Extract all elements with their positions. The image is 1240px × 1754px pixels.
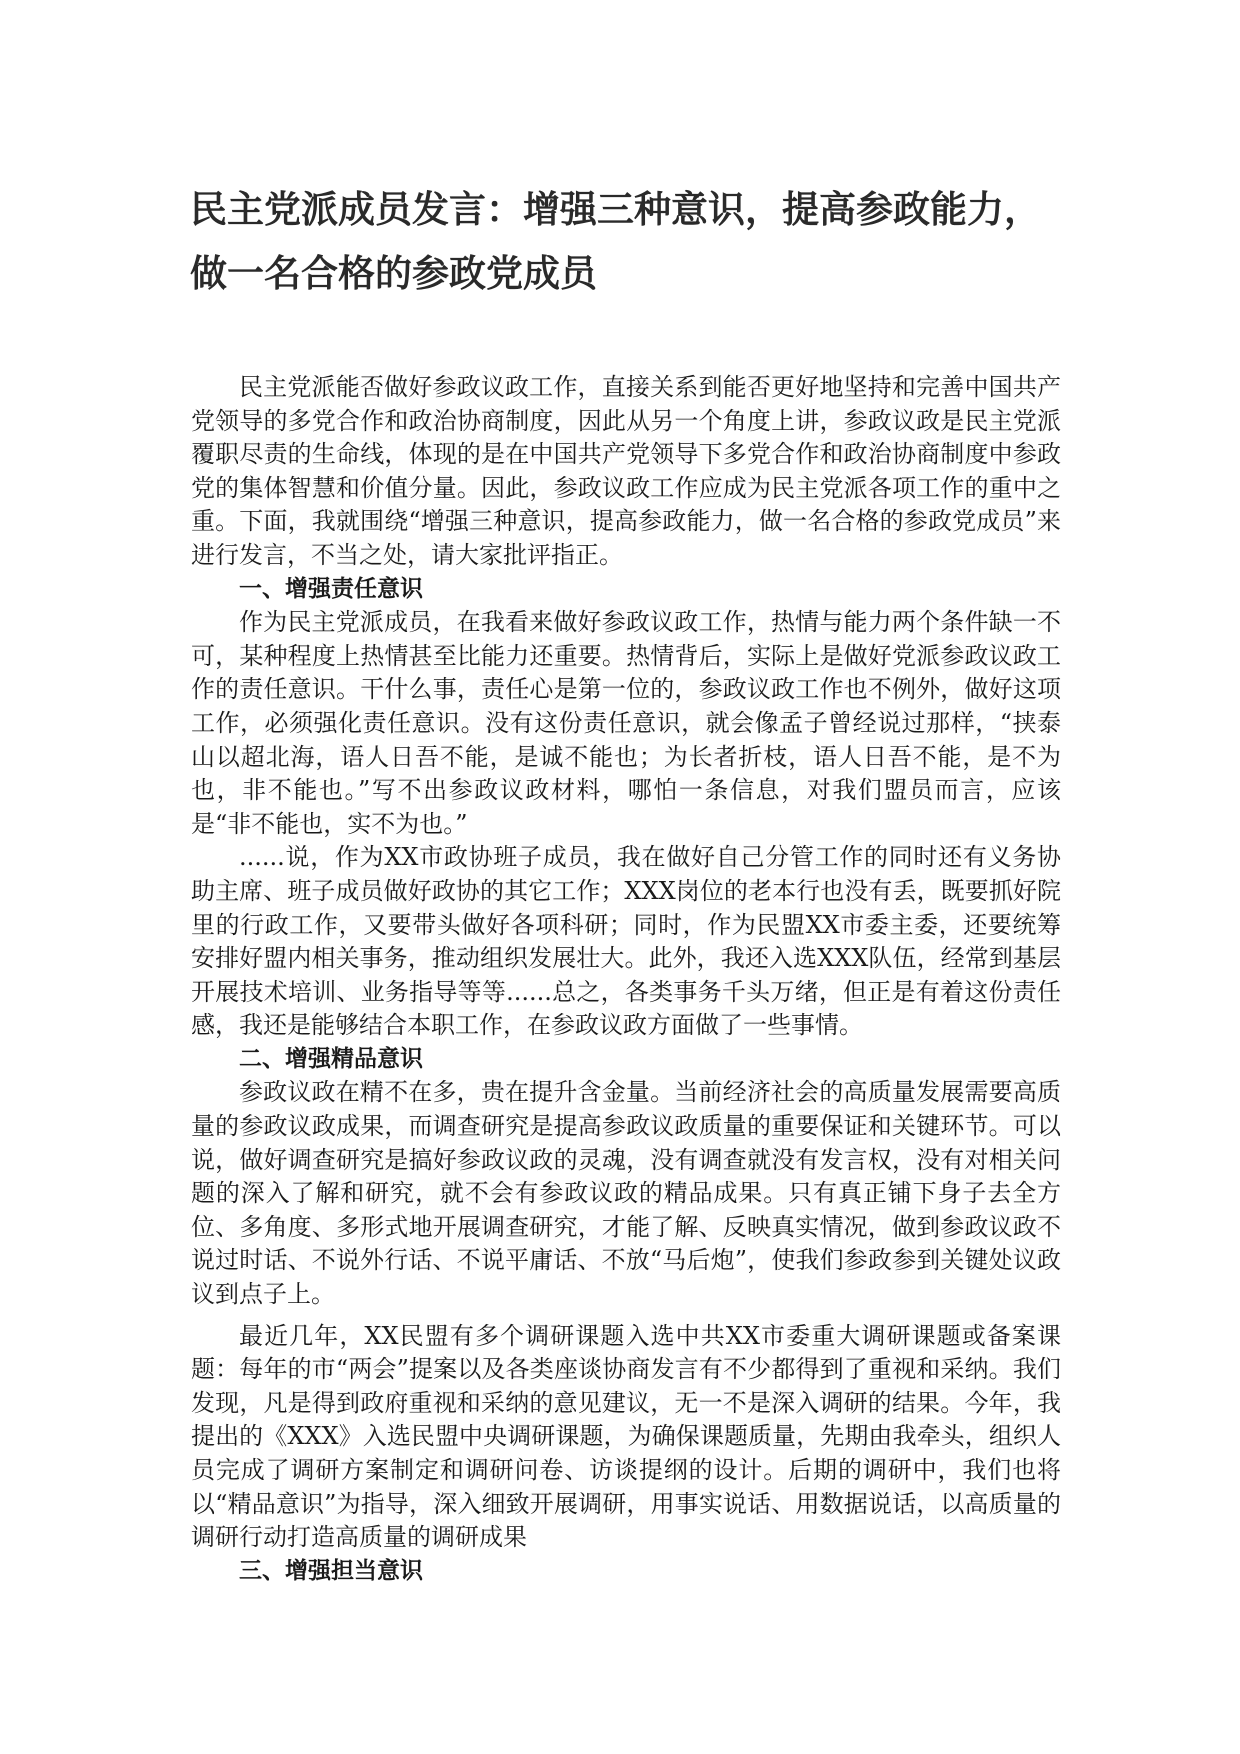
section1-paragraph-2: ......说，作为XX市政协班子成员，我在做好自己分管工作的同时还有义务协助主席、班子成员做好政协的其它工作；XXX岗位的老本行也没有丢，既要抓好院里的行政工作，又要带头做好各项科研；同时，作为民盟XX市委主委，还要统筹安排好盟内相关事务，推动组织发展壮大。此外，我还入选XXX队伍，经常到基层开展技术培训、业务指导等等......总之，各类事务千头万绪，但正是有着这份责任感，我还是能够结合本职工作，在参政议政方面做了一些事情。 bbox=[191, 843, 1061, 1040]
section-heading-2: 二、增强精品意识 bbox=[239, 1045, 423, 1072]
section-heading-1: 一、增强责任意识 bbox=[239, 575, 423, 602]
intro-paragraph: 民主党派能否做好参政议政工作，直接关系到能否更好地坚持和完善中国共产党领导的多党合作和政治协商制度，因此从另一个角度上讲，参政议政是民主党派覆职尽责的生命线，体现的是在中国共产党领导下多党合作和政治协商制度中参政党的集体智慧和价值分量。因此，参政议政工作应成为民主党派各项工作的重中之重。下面，我就围绕“增强三种意识，提高参政能力，做一名合格的参政党成员”来进行发言，不当之处，请大家批评指正。 bbox=[191, 373, 1061, 569]
document-body bbox=[191, 371, 1061, 1588]
section2-paragraph-1: 参政议政在精不在多，贵在提升含金量。当前经济社会的高质量发展需要高质量的参政议政成果，而调查研究是提高参政议政质量的重要保证和关键环节。可以说，做好调查研究是搞好参政议政的灵魂，没有调查就没有发言权，没有对相关问题的深入了解和研究，就不会有参政议政的精品成果。只有真正铺下身子去全方位、多角度、多形式地开展调查研究，才能了解、反映真实情况，做到参政议政不说过时话、不说外行话、不说平庸话、不放“马后炮”，使我们参政参到关键处议政议到点子上。 bbox=[191, 1078, 1061, 1309]
section2-paragraph-2: 最近几年，XX民盟有多个调研课题入选中共XX市委重大调研课题或备案课题：每年的市“两会”提案以及各类座谈协商发言有不少都得到了重视和采纳。我们发现，凡是得到政府重视和采纳的意见建议，无一不是深入调研的结果。今年，我提出的《XXX》入选民盟中央调研课题，为确保课题质量，先期由我牵头，组织人员完成了调研方案制定和调研问卷、访谈提纲的设计。后期的调研中，我们也将以“精品意识”为指导，深入细致开展调研，用事实说话、用数据说话，以高质量的调研行动打造高质量的调研成果 bbox=[191, 1321, 1061, 1552]
title-line-2: 做一名合格的参政党成员 bbox=[190, 252, 597, 295]
section1-paragraph-1: 作为民主党派成员，在我看来做好参政议政工作，热情与能力两个条件缺一不可，某种程度上热情甚至比能力还重要。热情背后，实际上是做好党派参政议政工作的责任意识。干什么事，责任心是第一位的，参政议政工作也不例外，做好这项工作，必须强化责任意识。没有这份责任意识，就会像孟子曾经说过那样，“挟泰山以超北海，语人日吾不能，是诚不能也；为长者折枝，语人日吾不能，是不为也，非不能也。”写不出参政议政材料，哪怕一条信息，对我们盟员而言，应该是“非不能也，实不为也。” bbox=[191, 608, 1061, 838]
document-title bbox=[190, 178, 1090, 306]
title-line-1: 民主党派成员发言：增强三种意识，提高参政能力， bbox=[190, 188, 1041, 231]
section-heading-3: 三、增强担当意识 bbox=[239, 1557, 423, 1584]
